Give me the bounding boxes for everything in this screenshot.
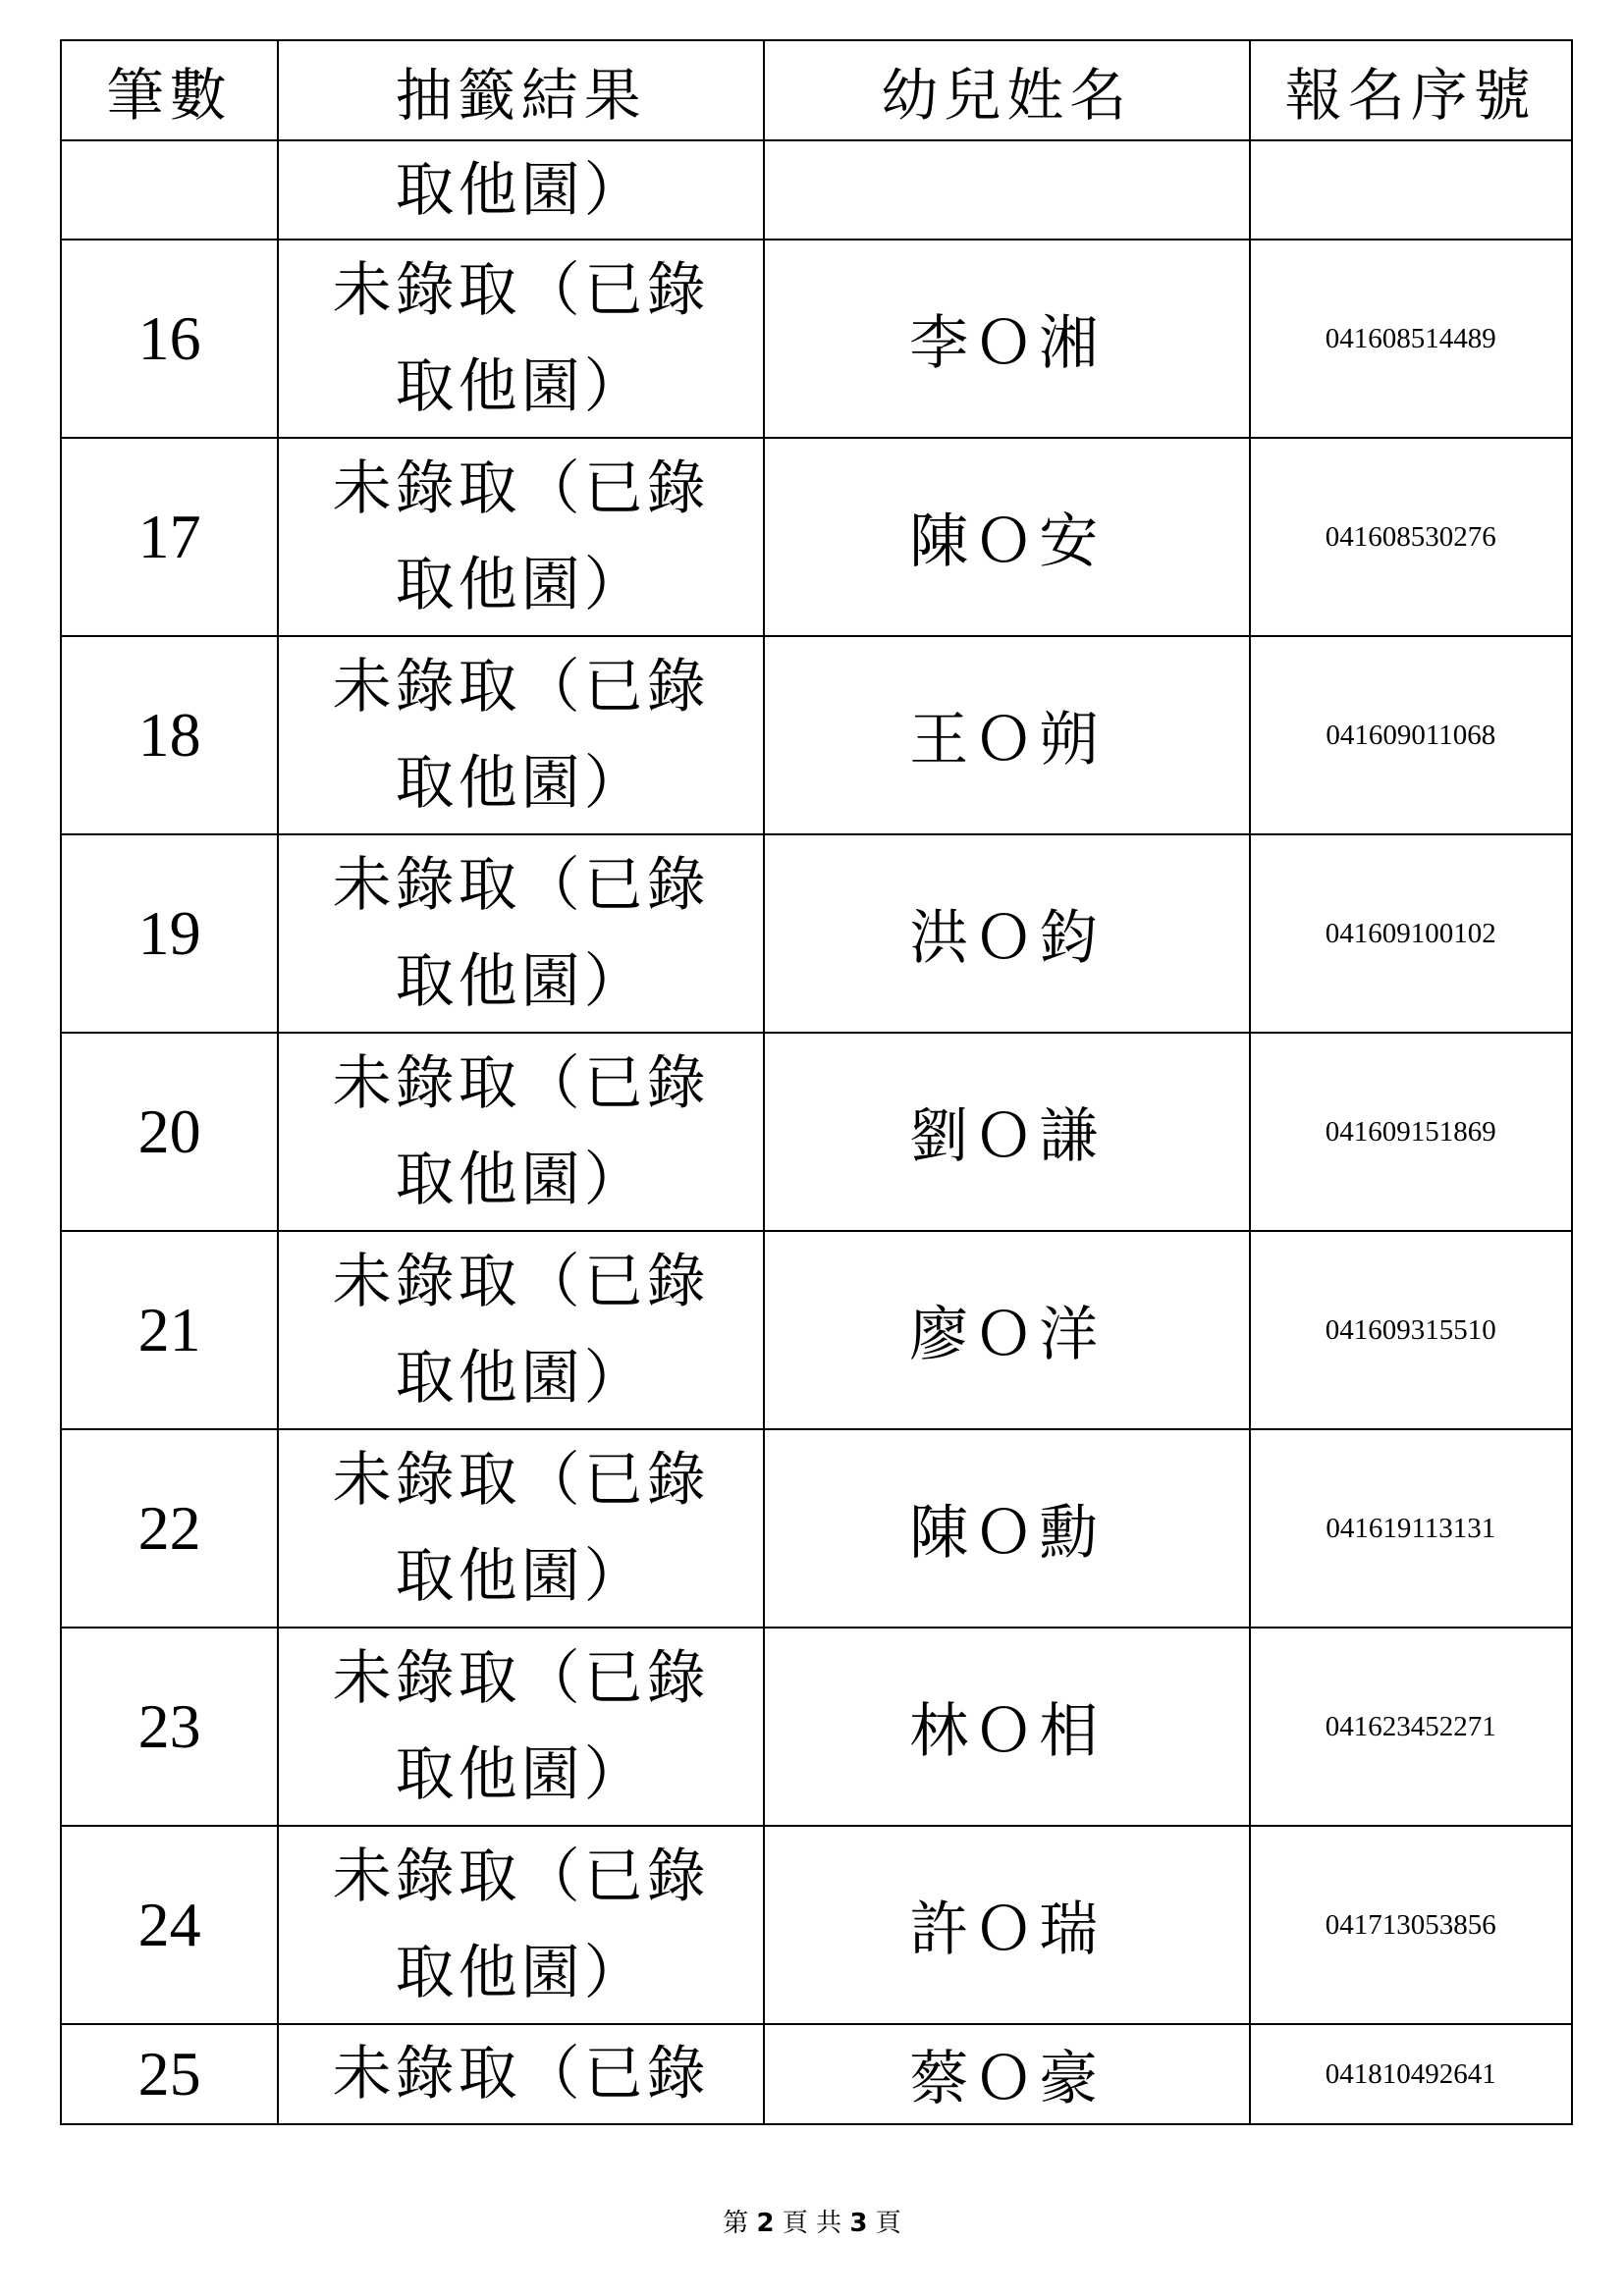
footer-middle: 頁 共	[782, 2209, 842, 2238]
serial-cell: 041608514489	[1250, 240, 1572, 438]
result-line-1: 未錄取（已錄	[332, 1644, 710, 1713]
result-cell	[278, 1429, 764, 1628]
table-row	[61, 834, 1572, 1033]
result-cell	[278, 2024, 764, 2124]
result-line-2: 取他園）	[395, 1740, 647, 1809]
result-cell	[278, 240, 764, 438]
count-cell: 22	[61, 1429, 278, 1628]
table-header-row	[61, 40, 1572, 140]
result-line-2: 取他園）	[395, 551, 647, 619]
result-cell	[278, 1231, 764, 1429]
result-line-2: 取他園）	[395, 352, 647, 421]
serial-cell	[1250, 140, 1572, 240]
count-cell: 19	[61, 834, 278, 1033]
result-line-2: 取他園）	[395, 1939, 647, 2007]
table-row	[61, 438, 1572, 636]
name-cell: 李Ｏ湘	[764, 240, 1250, 438]
footer-prefix: 第	[723, 2209, 749, 2238]
result-line-2: 取他園）	[395, 1146, 647, 1214]
count-cell: 20	[61, 1033, 278, 1231]
table-row-last	[61, 2024, 1572, 2124]
count-cell: 18	[61, 636, 278, 834]
name-cell: 許Ｏ瑞	[764, 1826, 1250, 2024]
result-line-1: 未錄取（已錄	[332, 1842, 710, 1911]
lottery-result-table	[60, 39, 1573, 2125]
result-line-1: 未錄取（已錄	[332, 1446, 710, 1515]
name-cell: 洪Ｏ鈞	[764, 834, 1250, 1033]
serial-cell: 041810492641	[1250, 2024, 1572, 2124]
name-cell: 林Ｏ相	[764, 1628, 1250, 1826]
result-line-2: 取他園）	[395, 749, 647, 818]
count-cell: 16	[61, 240, 278, 438]
result-line-2: 取他園）	[395, 1344, 647, 1413]
table-row	[61, 636, 1572, 834]
result-line-1: 未錄取（已錄	[332, 1248, 710, 1316]
header-name: 幼兒姓名	[764, 40, 1250, 140]
header-result: 抽籤結果	[278, 40, 764, 140]
count-cell: 17	[61, 438, 278, 636]
serial-cell: 041608530276	[1250, 438, 1572, 636]
table-body	[61, 240, 1572, 2024]
count-cell: 23	[61, 1628, 278, 1826]
table-row	[61, 1429, 1572, 1628]
result-line-1: 未錄取（已錄	[332, 256, 710, 325]
footer-total-pages: 3	[849, 2209, 868, 2238]
count-cell: 25	[61, 2024, 278, 2124]
serial-cell: 041713053856	[1250, 1826, 1572, 2024]
result-line-2: 取他園）	[395, 1542, 647, 1611]
footer-suffix: 頁	[875, 2209, 901, 2238]
table-row	[61, 1826, 1572, 2024]
result-cell	[278, 1826, 764, 2024]
serial-cell: 041623452271	[1250, 1628, 1572, 1826]
footer-current-page: 2	[756, 2209, 775, 2238]
result-line-1: 未錄取（已錄	[332, 2040, 710, 2109]
serial-cell: 041619113131	[1250, 1429, 1572, 1628]
serial-cell: 041609011068	[1250, 636, 1572, 834]
result-cell	[278, 140, 764, 240]
result-cell	[278, 1628, 764, 1826]
name-cell: 廖Ｏ洋	[764, 1231, 1250, 1429]
page-footer	[0, 2203, 1624, 2239]
result-cell	[278, 1033, 764, 1231]
table-row	[61, 240, 1572, 438]
table-row-continuation	[61, 140, 1572, 240]
header-count: 筆數	[61, 40, 278, 140]
name-cell: 王Ｏ朔	[764, 636, 1250, 834]
name-cell	[764, 140, 1250, 240]
table-row	[61, 1033, 1572, 1231]
result-cell	[278, 834, 764, 1033]
count-cell: 21	[61, 1231, 278, 1429]
result-cell	[278, 438, 764, 636]
count-cell: 24	[61, 1826, 278, 2024]
serial-cell: 041609315510	[1250, 1231, 1572, 1429]
count-cell	[61, 140, 278, 240]
result-line-2: 取他園）	[395, 947, 647, 1016]
result-line-1: 未錄取（已錄	[332, 851, 710, 920]
result-line-2: 取他園）	[395, 155, 647, 225]
name-cell: 劉Ｏ謙	[764, 1033, 1250, 1231]
result-line-1: 未錄取（已錄	[332, 1049, 710, 1118]
table-row	[61, 1231, 1572, 1429]
name-cell: 陳Ｏ安	[764, 438, 1250, 636]
serial-cell: 041609100102	[1250, 834, 1572, 1033]
name-cell: 陳Ｏ勳	[764, 1429, 1250, 1628]
result-line-1: 未錄取（已錄	[332, 653, 710, 721]
result-cell	[278, 636, 764, 834]
header-serial: 報名序號	[1250, 40, 1572, 140]
result-line-1: 未錄取（已錄	[332, 454, 710, 523]
serial-cell: 041609151869	[1250, 1033, 1572, 1231]
name-cell: 蔡Ｏ豪	[764, 2024, 1250, 2124]
table-row	[61, 1628, 1572, 1826]
